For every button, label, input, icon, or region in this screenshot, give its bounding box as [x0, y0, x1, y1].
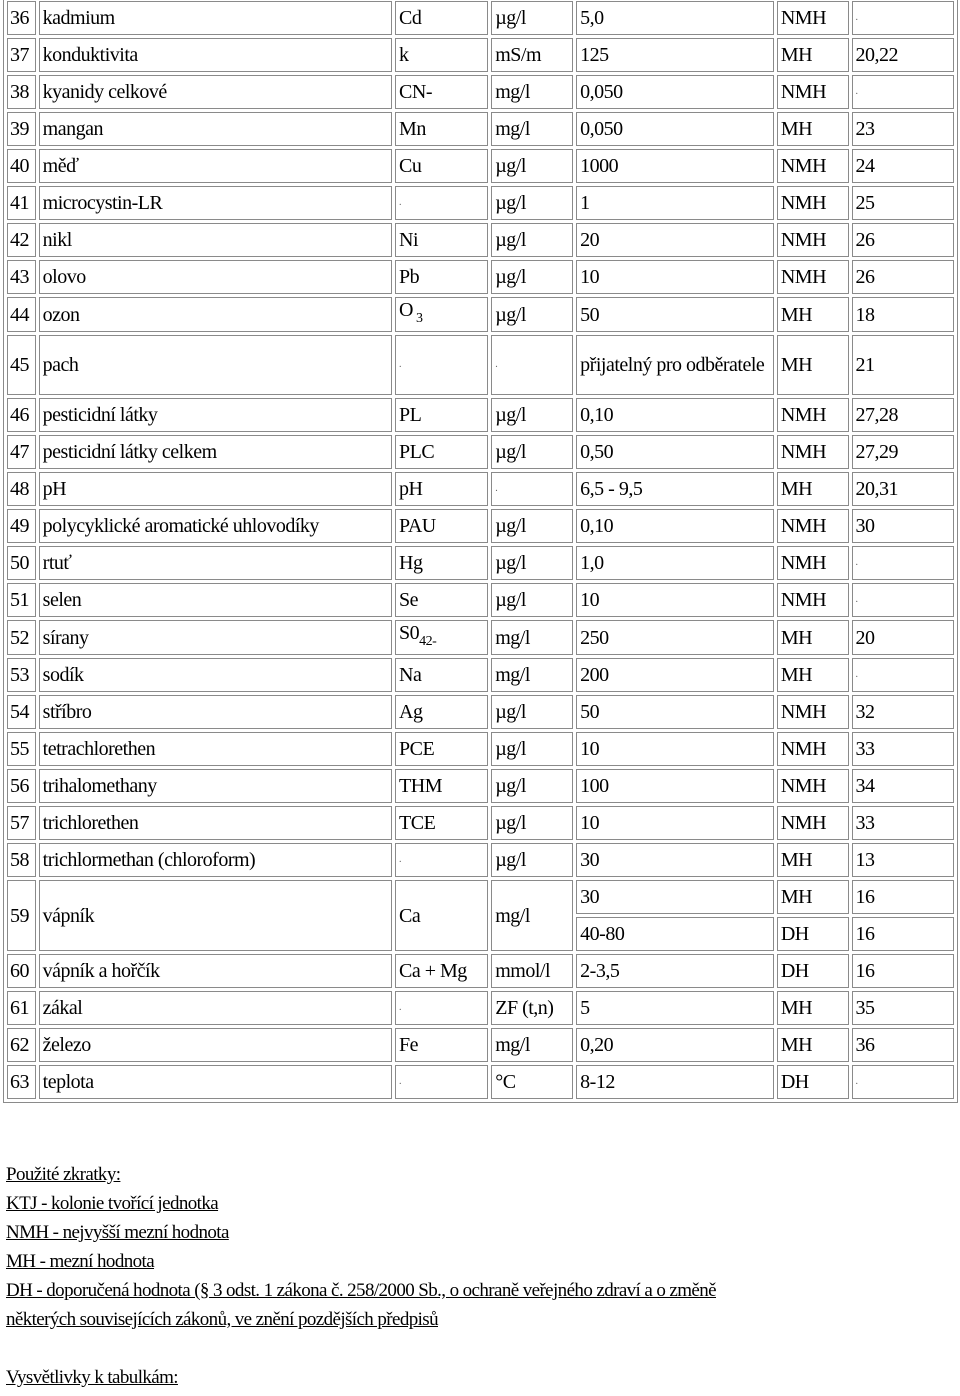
- cell-parameter: tetrachlorethen: [39, 732, 392, 766]
- legend-heading: Vysvětlivky k tabulkám:: [6, 1367, 178, 1388]
- cell-note: 27,28: [852, 398, 954, 432]
- cell-unit: mg/l: [491, 658, 573, 692]
- cell-number: 42: [7, 223, 36, 257]
- limits-table: [3, 0, 958, 1103]
- cell-unit: mg/l: [491, 620, 573, 655]
- cell-symbol: Hg: [395, 546, 488, 580]
- cell-parameter: zákal: [39, 991, 392, 1025]
- cell-value: 10: [576, 732, 774, 766]
- cell-note: 16: [852, 880, 954, 914]
- cell-parameter: trichlormethan (chloroform): [39, 843, 392, 877]
- table-row: [7, 695, 954, 729]
- table-row: [7, 112, 954, 146]
- cell-symbol: Ag: [395, 695, 488, 729]
- cell-note: 33: [852, 806, 954, 840]
- cell-parameter: stříbro: [39, 695, 392, 729]
- cell-symbol: PCE: [395, 732, 488, 766]
- cell-unit: µg/l: [491, 260, 573, 294]
- cell-value: 10: [576, 260, 774, 294]
- table-row: [7, 297, 954, 332]
- cell-unit: mg/l: [491, 112, 573, 146]
- symbol-subscript: 3: [415, 311, 423, 326]
- table-row: [7, 435, 954, 469]
- cell-note: 23: [852, 112, 954, 146]
- table-row: [7, 223, 954, 257]
- cell-number: 55: [7, 732, 36, 766]
- cell-symbol: Ca + Mg: [395, 954, 488, 988]
- cell-limit-type: DH: [777, 954, 849, 988]
- cell-number: 52: [7, 620, 36, 655]
- cell-symbol: Se: [395, 583, 488, 617]
- cell-note: 20,22: [852, 38, 954, 72]
- cell-limit-type: MH: [777, 297, 849, 332]
- cell-note: 26: [852, 223, 954, 257]
- cell-value: 250: [576, 620, 774, 655]
- cell-number: 41: [7, 186, 36, 220]
- cell-symbol: [395, 620, 488, 655]
- table-row: [7, 1028, 954, 1062]
- cell-parameter: měď: [39, 149, 392, 183]
- cell-value: 1: [576, 186, 774, 220]
- cell-symbol: .: [395, 1065, 488, 1099]
- cell-parameter: pesticidní látky celkem: [39, 435, 392, 469]
- cell-limit-type: NMH: [777, 806, 849, 840]
- cell-unit: µg/l: [491, 695, 573, 729]
- table-row: [7, 769, 954, 803]
- cell-limit-type: NMH: [777, 398, 849, 432]
- cell-unit: µg/l: [491, 546, 573, 580]
- cell-note: 35: [852, 991, 954, 1025]
- cell-value: 8-12: [576, 1065, 774, 1099]
- cell-value: 10: [576, 583, 774, 617]
- table-row: [7, 509, 954, 543]
- cell-limit-type: NMH: [777, 149, 849, 183]
- cell-symbol: TCE: [395, 806, 488, 840]
- cell-parameter: trichlorethen: [39, 806, 392, 840]
- cell-symbol: Cd: [395, 1, 488, 35]
- cell-value: 1000: [576, 149, 774, 183]
- cell-unit: °C: [491, 1065, 573, 1099]
- cell-limit-type: MH: [777, 658, 849, 692]
- cell-parameter: vápník a hořčík: [39, 954, 392, 988]
- cell-note: 32: [852, 695, 954, 729]
- cell-symbol: .: [395, 335, 488, 395]
- cell-parameter: microcystin-LR: [39, 186, 392, 220]
- cell-parameter: železo: [39, 1028, 392, 1062]
- cell-limit-type: NMH: [777, 1, 849, 35]
- cell-parameter: selen: [39, 583, 392, 617]
- cell-value: 5,0: [576, 1, 774, 35]
- cell-unit: mg/l: [491, 1028, 573, 1062]
- cell-value: 0,050: [576, 112, 774, 146]
- cell-symbol: PLC: [395, 435, 488, 469]
- cell-note: 27,29: [852, 435, 954, 469]
- table-row: [7, 843, 954, 877]
- cell-limit-type: NMH: [777, 583, 849, 617]
- cell-limit-type: NMH: [777, 546, 849, 580]
- cell-parameter: rtuť: [39, 546, 392, 580]
- cell-value: 1,0: [576, 546, 774, 580]
- cell-symbol: Cu: [395, 149, 488, 183]
- cell-value: 30: [576, 880, 774, 914]
- cell-number: 45: [7, 335, 36, 395]
- cell-note: .: [852, 1065, 954, 1099]
- table-row: [7, 583, 954, 617]
- cell-number: 37: [7, 38, 36, 72]
- symbol-text: O: [399, 299, 413, 321]
- cell-limit-type: MH: [777, 335, 849, 395]
- cell-note: 26: [852, 260, 954, 294]
- cell-symbol: PAU: [395, 509, 488, 543]
- cell-number: 44: [7, 297, 36, 332]
- cell-limit-type: NMH: [777, 223, 849, 257]
- cell-parameter: pH: [39, 472, 392, 506]
- cell-note: 16: [852, 954, 954, 988]
- cell-parameter: ozon: [39, 297, 392, 332]
- cell-parameter: trihalomethany: [39, 769, 392, 803]
- cell-limit-type: MH: [777, 472, 849, 506]
- cell-number: 36: [7, 1, 36, 35]
- cell-unit: µg/l: [491, 297, 573, 332]
- cell-value: 40-80: [576, 917, 774, 951]
- cell-number: 49: [7, 509, 36, 543]
- cell-note: 20: [852, 620, 954, 655]
- cell-unit: mmol/l: [491, 954, 573, 988]
- cell-unit: .: [491, 472, 573, 506]
- abbr-dh-line1: DH - doporučená hodnota (§ 3 odst. 1 zákona č. 258/2000 Sb., o ochraně veřejného zdraví a o změně: [6, 1280, 717, 1301]
- cell-note: 25: [852, 186, 954, 220]
- table-row: [7, 260, 954, 294]
- cell-value: 50: [576, 695, 774, 729]
- table-row: [7, 149, 954, 183]
- cell-value: 0,50: [576, 435, 774, 469]
- cell-unit: µg/l: [491, 732, 573, 766]
- cell-unit: mg/l: [491, 880, 573, 951]
- table-row: [7, 620, 954, 655]
- cell-limit-type: DH: [777, 917, 849, 951]
- cell-number: 40: [7, 149, 36, 183]
- cell-note: 20,31: [852, 472, 954, 506]
- cell-symbol: pH: [395, 472, 488, 506]
- table-row: [7, 472, 954, 506]
- cell-parameter: sodík: [39, 658, 392, 692]
- cell-limit-type: NMH: [777, 732, 849, 766]
- cell-number: 63: [7, 1065, 36, 1099]
- cell-value: 0,050: [576, 75, 774, 109]
- table-row: [7, 991, 954, 1025]
- cell-limit-type: DH: [777, 1065, 849, 1099]
- cell-unit: .: [491, 335, 573, 395]
- page-content: [3, 0, 958, 1388]
- cell-limit-type: MH: [777, 880, 849, 914]
- symbol-subscript: 42-: [419, 634, 437, 649]
- cell-number: 60: [7, 954, 36, 988]
- cell-note: 24: [852, 149, 954, 183]
- cell-parameter: pesticidní látky: [39, 398, 392, 432]
- cell-parameter: mangan: [39, 112, 392, 146]
- cell-unit: µg/l: [491, 583, 573, 617]
- cell-number: 48: [7, 472, 36, 506]
- cell-limit-type: MH: [777, 991, 849, 1025]
- cell-number: 57: [7, 806, 36, 840]
- cell-parameter: polycyklické aromatické uhlovodíky: [39, 509, 392, 543]
- cell-note: 33: [852, 732, 954, 766]
- cell-symbol: PL: [395, 398, 488, 432]
- cell-value: 6,5 - 9,5: [576, 472, 774, 506]
- cell-symbol: THM: [395, 769, 488, 803]
- abbreviations-section: [6, 1160, 716, 1392]
- cell-limit-type: NMH: [777, 260, 849, 294]
- cell-unit: ZF (t,n): [491, 991, 573, 1025]
- cell-value: 125: [576, 38, 774, 72]
- cell-symbol: Pb: [395, 260, 488, 294]
- cell-unit: µg/l: [491, 186, 573, 220]
- cell-value: 0,20: [576, 1028, 774, 1062]
- cell-note: .: [852, 583, 954, 617]
- cell-number: 47: [7, 435, 36, 469]
- cell-note: 34: [852, 769, 954, 803]
- table-row: [7, 38, 954, 72]
- table-row: [7, 658, 954, 692]
- cell-number: 43: [7, 260, 36, 294]
- cell-unit: µg/l: [491, 149, 573, 183]
- cell-number: 58: [7, 843, 36, 877]
- symbol-text: S0: [399, 622, 420, 644]
- cell-symbol: Fe: [395, 1028, 488, 1062]
- cell-symbol: Na: [395, 658, 488, 692]
- cell-unit: µg/l: [491, 223, 573, 257]
- cell-number: 46: [7, 398, 36, 432]
- table-row: [7, 806, 954, 840]
- cell-note: .: [852, 546, 954, 580]
- cell-symbol: Ni: [395, 223, 488, 257]
- cell-parameter: kyanidy celkové: [39, 75, 392, 109]
- cell-number: 50: [7, 546, 36, 580]
- cell-parameter: sírany: [39, 620, 392, 655]
- cell-value: 20: [576, 223, 774, 257]
- cell-limit-type: MH: [777, 112, 849, 146]
- table-row: [7, 546, 954, 580]
- cell-value: přijatelný pro odběratele: [576, 335, 774, 395]
- cell-symbol: Ca: [395, 880, 488, 951]
- cell-note: .: [852, 658, 954, 692]
- cell-unit: mS/m: [491, 38, 573, 72]
- cell-note: 21: [852, 335, 954, 395]
- cell-parameter: teplota: [39, 1065, 392, 1099]
- table-row: [7, 954, 954, 988]
- cell-number: 62: [7, 1028, 36, 1062]
- cell-symbol: .: [395, 843, 488, 877]
- cell-symbol: Mn: [395, 112, 488, 146]
- cell-number: 51: [7, 583, 36, 617]
- cell-unit: mg/l: [491, 75, 573, 109]
- cell-value: 0,10: [576, 398, 774, 432]
- cell-parameter: kadmium: [39, 1, 392, 35]
- cell-unit: µg/l: [491, 843, 573, 877]
- cell-limit-type: NMH: [777, 435, 849, 469]
- table-row: [7, 398, 954, 432]
- table-row: [7, 1065, 954, 1099]
- table-row: [7, 186, 954, 220]
- cell-limit-type: MH: [777, 620, 849, 655]
- cell-value: 50: [576, 297, 774, 332]
- cell-symbol: .: [395, 186, 488, 220]
- cell-number: 38: [7, 75, 36, 109]
- cell-limit-type: NMH: [777, 695, 849, 729]
- cell-value: 0,10: [576, 509, 774, 543]
- abbr-ktj: KTJ - kolonie tvořící jednotka: [6, 1193, 219, 1214]
- cell-limit-type: NMH: [777, 75, 849, 109]
- cell-note: .: [852, 1, 954, 35]
- cell-parameter: olovo: [39, 260, 392, 294]
- table-row: [7, 75, 954, 109]
- cell-note: 18: [852, 297, 954, 332]
- cell-limit-type: NMH: [777, 186, 849, 220]
- table-row: [7, 880, 954, 914]
- cell-note: 30: [852, 509, 954, 543]
- cell-limit-type: MH: [777, 843, 849, 877]
- cell-number: 61: [7, 991, 36, 1025]
- cell-number: 59: [7, 880, 36, 951]
- cell-number: 39: [7, 112, 36, 146]
- cell-symbol: [395, 297, 488, 332]
- cell-parameter: vápník: [39, 880, 392, 951]
- cell-symbol: k: [395, 38, 488, 72]
- abbreviations-heading: Použité zkratky:: [6, 1164, 121, 1185]
- cell-value: 5: [576, 991, 774, 1025]
- cell-unit: µg/l: [491, 509, 573, 543]
- cell-limit-type: NMH: [777, 769, 849, 803]
- cell-limit-type: NMH: [777, 509, 849, 543]
- cell-unit: µg/l: [491, 398, 573, 432]
- limits-table-body: [7, 1, 954, 1099]
- cell-unit: µg/l: [491, 435, 573, 469]
- cell-limit-type: MH: [777, 1028, 849, 1062]
- cell-unit: µg/l: [491, 806, 573, 840]
- cell-number: 53: [7, 658, 36, 692]
- table-row: [7, 732, 954, 766]
- cell-symbol: .: [395, 991, 488, 1025]
- abbr-dh-line2: některých souvisejících zákonů, ve znění pozdějších předpisů: [6, 1309, 438, 1330]
- cell-note: 13: [852, 843, 954, 877]
- cell-note: 16: [852, 917, 954, 951]
- cell-value: 100: [576, 769, 774, 803]
- cell-value: 200: [576, 658, 774, 692]
- table-row: [7, 1, 954, 35]
- cell-parameter: nikl: [39, 223, 392, 257]
- cell-limit-type: MH: [777, 38, 849, 72]
- cell-unit: µg/l: [491, 769, 573, 803]
- cell-parameter: pach: [39, 335, 392, 395]
- cell-note: .: [852, 75, 954, 109]
- cell-number: 54: [7, 695, 36, 729]
- cell-value: 10: [576, 806, 774, 840]
- cell-symbol: CN-: [395, 75, 488, 109]
- table-row: [7, 335, 954, 395]
- cell-value: 30: [576, 843, 774, 877]
- cell-value: 2-3,5: [576, 954, 774, 988]
- cell-number: 56: [7, 769, 36, 803]
- abbr-nmh: NMH - nejvyšší mezní hodnota: [6, 1222, 229, 1243]
- cell-note: 36: [852, 1028, 954, 1062]
- cell-unit: µg/l: [491, 1, 573, 35]
- cell-parameter: konduktivita: [39, 38, 392, 72]
- abbr-mh: MH - mezní hodnota: [6, 1251, 155, 1272]
